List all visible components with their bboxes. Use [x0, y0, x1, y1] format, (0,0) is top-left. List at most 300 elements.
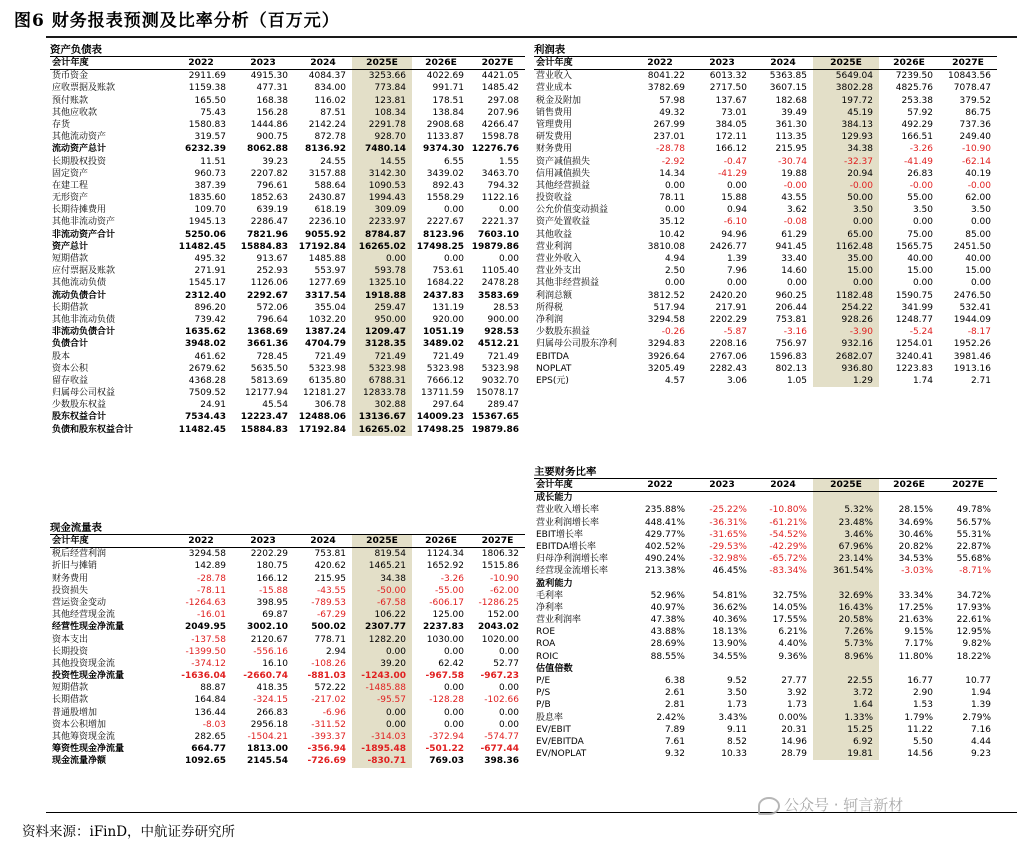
table-row	[534, 565, 997, 577]
column-header-year: 2022	[170, 535, 232, 548]
cell-value: 572.22	[314, 683, 346, 694]
cell-value: 28.69%	[650, 639, 685, 650]
cell-value: 15.00	[907, 266, 933, 277]
cell-value: 45.19	[813, 107, 879, 119]
cell-value: 0.00	[726, 180, 747, 191]
table-row	[50, 387, 525, 399]
cell-value: 1944.09	[953, 314, 991, 325]
table-row	[534, 541, 997, 553]
cell-value: 0.00%	[778, 712, 807, 723]
empty-cell	[939, 492, 997, 505]
cell-value: 20.82%	[898, 541, 933, 552]
cell-value: 19.88	[781, 168, 807, 179]
page-title: 图6 财务报表预测及比率分析（百万元）	[14, 11, 340, 31]
cell-value: 23.48%	[813, 517, 879, 529]
table-row	[534, 168, 997, 180]
cell-value: 7821.96	[247, 229, 288, 240]
cell-value: 16265.02	[352, 241, 412, 253]
table-row	[534, 302, 997, 314]
cell-value: 2120.67	[250, 634, 288, 645]
table-row	[50, 119, 525, 131]
cell-value: -10.80%	[769, 505, 807, 516]
cell-value: 9.32	[664, 749, 685, 760]
column-header-year: 2026E	[879, 479, 939, 492]
income-statement-table	[534, 56, 997, 387]
cell-value: 361.30	[775, 119, 807, 130]
cell-value: 12.95%	[956, 627, 991, 638]
cell-value: 9.52	[726, 676, 747, 686]
cell-value: -5.87	[723, 327, 747, 338]
cell-value: 47.38%	[650, 615, 685, 626]
cell-value: 0.00	[443, 707, 464, 718]
empty-cell	[629, 578, 691, 590]
row-label: 存货	[52, 119, 71, 130]
cell-value: 1.05	[786, 375, 807, 386]
cell-value: 1387.24	[305, 327, 346, 338]
cell-value: 24.91	[200, 400, 226, 411]
cell-value: 2.61	[664, 688, 685, 699]
group-header-row	[534, 663, 997, 675]
cell-value: 0.00	[970, 278, 991, 289]
cell-value: 834.00	[314, 83, 346, 94]
cell-value: 794.32	[487, 180, 519, 191]
cell-value: -78.11	[196, 585, 226, 596]
table-row	[534, 724, 997, 736]
cell-value: 2207.82	[250, 168, 288, 179]
table-row	[50, 290, 525, 302]
cell-value: 2282.43	[709, 363, 747, 374]
cell-value: 16.77	[907, 676, 933, 686]
row-label: P/E	[536, 676, 551, 686]
cell-value: 182.68	[775, 95, 807, 106]
cell-value: 13.90%	[712, 639, 747, 650]
table-row	[50, 351, 525, 363]
income-statement-panel	[534, 44, 997, 387]
table-row	[50, 399, 525, 411]
cell-value: 34.53%	[898, 554, 933, 565]
cell-value: 85.00	[965, 229, 991, 240]
row-label: ROA	[536, 639, 556, 650]
table-row	[50, 375, 525, 387]
cell-value: 75.00	[907, 229, 933, 240]
cell-value: 3.50	[726, 688, 747, 699]
row-label: 营业利润增长率	[536, 517, 600, 528]
row-label: 税后经营利润	[52, 549, 107, 560]
empty-cell	[939, 663, 997, 675]
cell-value: 418.35	[256, 683, 288, 694]
cell-value: 3142.30	[352, 168, 412, 180]
cell-value: 32.75%	[772, 590, 807, 601]
table-row	[50, 241, 525, 253]
table-row	[534, 748, 997, 760]
cell-value: 1.64	[813, 699, 879, 711]
cell-value: 18.22%	[956, 651, 991, 662]
table-row	[50, 82, 525, 94]
cell-value: 739.42	[194, 314, 226, 325]
table-row	[50, 180, 525, 192]
ratios-panel	[534, 466, 997, 760]
cell-value: 165.50	[194, 95, 226, 106]
group-header-row	[534, 578, 997, 590]
row-label: 投资性现金净流量	[52, 671, 125, 682]
cell-value: 2.42%	[656, 712, 685, 723]
cell-value: 1248.77	[895, 314, 933, 325]
cell-value: 215.95	[775, 144, 807, 155]
cell-value: 14.56	[907, 749, 933, 760]
row-label: 财务费用	[52, 573, 89, 584]
cell-value: 125.00	[432, 610, 464, 621]
table-row	[534, 82, 997, 94]
cell-value: 2.50	[664, 266, 685, 277]
empty-cell	[753, 663, 813, 675]
cell-value: 11.51	[200, 156, 226, 167]
cell-value: 1.94	[970, 688, 991, 699]
row-label: 应收票据及账款	[52, 83, 116, 94]
header-row	[534, 479, 997, 492]
cell-value: 46.45%	[712, 566, 747, 577]
row-label: 应付票据及账款	[52, 266, 116, 277]
cell-value: 2221.37	[481, 217, 519, 228]
cell-value: 22.61%	[956, 615, 991, 626]
cell-value: 1635.62	[185, 327, 226, 338]
row-label: 净利率	[536, 602, 564, 613]
ratios-title: 主要财务比率	[534, 466, 597, 478]
cell-value: -311.52	[311, 719, 346, 730]
cell-value: 928.26	[813, 314, 879, 326]
ratios-table	[534, 478, 997, 760]
cell-value: -28.78	[196, 573, 226, 584]
cell-value: -25.22%	[709, 505, 747, 516]
row-label: 在建工程	[52, 180, 89, 191]
cell-value: 490.24%	[644, 554, 685, 565]
cell-value: 12177.94	[245, 388, 288, 399]
cell-value: 62.00	[965, 193, 991, 204]
row-label: 所得税	[536, 302, 564, 313]
cell-value: 3.50	[970, 205, 991, 216]
row-label: 投资收益	[536, 193, 573, 204]
cell-value: -41.49	[903, 156, 933, 167]
cell-value: 94.96	[721, 229, 747, 240]
cell-value: 123.81	[352, 95, 412, 107]
cell-value: 2420.20	[709, 290, 747, 301]
table-row	[534, 241, 997, 253]
row-label: 信用减值损失	[536, 168, 591, 179]
row-label: 营业外收入	[536, 254, 582, 264]
table-row	[534, 70, 997, 83]
cell-value: 420.62	[314, 561, 346, 572]
row-label: 流动负债合计	[52, 290, 107, 301]
cell-value: 1182.48	[813, 290, 879, 302]
cell-value: 8062.88	[247, 144, 288, 155]
balance-sheet-title: 资产负债表	[50, 44, 102, 56]
cell-value: 1945.13	[188, 217, 226, 228]
cell-value: 756.97	[775, 339, 807, 350]
cell-value: -31.65%	[709, 529, 747, 540]
cell-value: 28.53	[493, 302, 519, 313]
cell-value: -393.37	[311, 732, 346, 742]
cell-value: 0.00	[726, 278, 747, 289]
table-row	[534, 675, 997, 687]
cell-value: 207.96	[487, 107, 519, 118]
cell-value: 5323.98	[352, 363, 412, 375]
table-row	[534, 229, 997, 241]
row-label: EBITDA	[536, 351, 569, 362]
cell-value: 2236.10	[308, 217, 346, 228]
cell-value: 56.57%	[956, 517, 991, 528]
table-row	[534, 156, 997, 168]
cell-value: 65.00	[813, 229, 879, 241]
cell-value: 796.64	[256, 314, 288, 325]
cell-value: 1465.21	[352, 560, 412, 572]
cell-value: 900.75	[256, 132, 288, 143]
cell-value: 2202.29	[250, 549, 288, 560]
cell-value: -3.03%	[901, 566, 933, 577]
cell-value: -0.00	[783, 180, 807, 191]
cell-value: 1.73	[726, 700, 747, 711]
cell-value: 3253.66	[352, 70, 412, 83]
cell-value: 106.22	[352, 609, 412, 621]
row-label: 成长能力	[536, 492, 573, 504]
cell-value: 8784.87	[352, 229, 412, 241]
cell-value: 17.25%	[898, 602, 933, 613]
table-row	[50, 731, 525, 743]
cell-value: 0.00	[498, 707, 519, 718]
cell-value: 2292.67	[247, 290, 288, 301]
cell-value: 0.00	[443, 254, 464, 264]
row-label: 负债和股东权益合计	[52, 424, 134, 435]
row-label: 研发费用	[536, 132, 573, 143]
cell-value: -1636.04	[181, 671, 226, 682]
row-label: 流动资产总计	[52, 144, 107, 155]
table-row	[50, 743, 525, 755]
table-row	[50, 277, 525, 289]
cell-value: 387.39	[194, 180, 226, 191]
cell-value: 4512.21	[478, 339, 519, 350]
cell-value: 0.00	[664, 180, 685, 191]
cell-value: 40.36%	[712, 615, 747, 626]
cell-value: 3.72	[813, 687, 879, 699]
cell-value: 39.23	[262, 156, 288, 167]
cell-value: 448.41%	[644, 517, 685, 528]
row-label: EBIT增长率	[536, 529, 584, 540]
cell-value: 3782.69	[647, 83, 685, 94]
table-row	[534, 363, 997, 375]
empty-cell	[629, 492, 691, 505]
cell-value: 297.64	[432, 400, 464, 411]
cell-value: 1515.86	[481, 561, 519, 572]
cell-value: 532.41	[959, 302, 991, 313]
cell-value: 0.00	[443, 646, 464, 657]
cell-value: 2.71	[970, 375, 991, 386]
cell-value: -574.77	[484, 732, 519, 742]
cell-value: 22.55	[813, 675, 879, 687]
cell-value: 1545.17	[188, 278, 226, 289]
cell-value: 0.00	[970, 217, 991, 228]
cell-value: 164.84	[194, 695, 226, 706]
table-row	[50, 131, 525, 143]
cell-value: 4421.05	[481, 71, 519, 82]
cell-value: 618.19	[314, 205, 346, 216]
cell-value: 40.00	[965, 254, 991, 264]
cell-value: 9032.70	[481, 375, 519, 386]
cell-value: 61.29	[781, 229, 807, 240]
cell-value: 639.19	[256, 205, 288, 216]
cell-value: 3294.58	[188, 549, 226, 560]
cell-value: 0.00	[443, 205, 464, 216]
cell-value: 1159.38	[188, 83, 226, 94]
cell-value: 1223.83	[895, 363, 933, 374]
cell-value: -726.69	[307, 756, 346, 767]
cell-value: 960.25	[775, 290, 807, 301]
cell-value: 306.78	[314, 400, 346, 411]
cell-value: 237.01	[653, 132, 685, 143]
table-row	[534, 638, 997, 650]
cell-value: 796.61	[256, 180, 288, 191]
cell-value: 0.00	[498, 646, 519, 657]
column-header-year: 2024	[294, 57, 352, 70]
cell-value: 1852.63	[250, 193, 288, 204]
cell-value: 5323.98	[308, 363, 346, 374]
cell-value: 1368.69	[247, 327, 288, 338]
cash-flow-title: 现金流量表	[50, 522, 102, 534]
table-row	[534, 699, 997, 711]
cell-value: 20.94	[813, 168, 879, 180]
cell-value: -16.01	[196, 610, 226, 621]
cell-value: 429.77%	[644, 529, 685, 540]
cell-value: 3810.08	[647, 241, 685, 252]
cell-value: 12488.06	[298, 412, 346, 423]
cell-value: 5.73%	[813, 638, 879, 650]
table-row	[50, 694, 525, 706]
cell-value: 3583.69	[478, 290, 519, 301]
row-label: 经营性现金净流量	[52, 622, 125, 633]
table-row	[534, 314, 997, 326]
cell-value: -2.92	[661, 156, 685, 167]
cell-value: 1485.88	[308, 254, 346, 264]
row-label: 短期借款	[52, 254, 89, 264]
column-header-year: 2024	[753, 479, 813, 492]
cell-value: 8041.22	[647, 71, 685, 82]
watermark	[758, 794, 903, 815]
cell-value: 721.49	[352, 351, 412, 363]
empty-cell	[691, 578, 753, 590]
row-label: 营业外支出	[536, 266, 582, 277]
cell-value: 7480.14	[352, 143, 412, 155]
cell-value: 8.52	[726, 736, 747, 747]
cell-value: 17192.84	[298, 241, 346, 252]
cell-value: 0.00	[498, 683, 519, 694]
cell-value: 2.79%	[962, 712, 991, 723]
cell-value: 928.70	[352, 131, 412, 143]
row-label: 管理费用	[536, 119, 573, 130]
table-row	[534, 351, 997, 363]
cell-value: 2476.50	[953, 290, 991, 301]
cell-value: 3157.88	[308, 168, 346, 179]
cell-value: -6.96	[322, 707, 346, 718]
cell-value: 2286.47	[250, 217, 288, 228]
cell-value: 28.79	[781, 749, 807, 760]
cell-value: 2911.69	[188, 71, 226, 82]
cell-value: -967.23	[480, 671, 519, 682]
cell-value: 43.88%	[650, 627, 685, 638]
cell-value: 11.80%	[898, 651, 933, 662]
cell-value: 129.93	[813, 131, 879, 143]
row-label: 折旧与摊销	[52, 561, 98, 572]
cell-value: 1580.83	[188, 119, 226, 130]
cell-value: 6232.39	[185, 144, 226, 155]
cell-value: 21.63%	[898, 615, 933, 626]
table-row	[50, 424, 525, 436]
cell-value: 297.08	[487, 95, 519, 106]
cell-value: 2682.07	[813, 351, 879, 363]
row-label: ROIC	[536, 651, 559, 662]
cell-value: 2307.77	[352, 621, 412, 633]
cell-value: 156.28	[256, 107, 288, 118]
empty-cell	[753, 492, 813, 505]
cell-value: 23.14%	[813, 553, 879, 565]
cell-value: 2430.87	[308, 193, 346, 204]
top-divider	[46, 36, 1017, 38]
cell-value: 27.77	[781, 676, 807, 686]
table-row	[50, 658, 525, 670]
cell-value: 1.73	[786, 700, 807, 711]
wechat-logo-icon	[758, 797, 780, 815]
cell-value: 2478.28	[481, 278, 519, 289]
row-label: 营运资金变动	[52, 597, 107, 608]
cell-value: 20.58%	[813, 614, 879, 626]
cell-value: 33.40	[781, 254, 807, 264]
cell-value: 1813.00	[247, 744, 288, 755]
cell-value: 45.54	[262, 400, 288, 411]
table-row	[50, 168, 525, 180]
cell-value: 892.43	[432, 180, 464, 191]
cell-value: 2145.54	[247, 756, 288, 767]
cell-value: 2043.02	[478, 622, 519, 633]
cell-value: 773.84	[352, 82, 412, 94]
cell-value: -29.53%	[709, 541, 747, 552]
cell-value: 1030.00	[426, 634, 464, 645]
cell-value: -314.03	[352, 731, 412, 743]
cell-value: 1913.16	[953, 363, 991, 374]
cell-value: 341.99	[901, 302, 933, 313]
table-row	[50, 646, 525, 658]
cell-value: 3463.70	[481, 168, 519, 179]
row-label: 股东权益合计	[52, 412, 107, 423]
cell-value: 20.31	[781, 724, 807, 735]
cell-value: 197.72	[813, 95, 879, 107]
cell-value: 266.83	[256, 707, 288, 718]
table-row	[50, 229, 525, 241]
cell-value: 7603.10	[478, 229, 519, 240]
cell-value: -8.71%	[959, 566, 991, 577]
cell-value: 3.43%	[718, 712, 747, 723]
cell-value: 178.51	[432, 95, 464, 106]
row-label: 资产减值损失	[536, 156, 591, 167]
cell-value: 57.92	[907, 107, 933, 118]
cell-value: 33.34%	[898, 590, 933, 601]
cell-value: 4825.76	[895, 83, 933, 94]
cell-value: -32.37	[813, 156, 879, 168]
cell-value: 113.35	[775, 132, 807, 143]
cell-value: 1090.53	[352, 180, 412, 192]
cell-value: 1652.92	[426, 561, 464, 572]
cell-value: 1444.86	[250, 119, 288, 130]
cell-value: 7.17%	[904, 639, 933, 650]
cell-value: 7.61	[664, 736, 685, 747]
table-row	[534, 517, 997, 529]
cell-value: -62.14	[961, 156, 991, 167]
row-label: 利润总额	[536, 290, 573, 301]
